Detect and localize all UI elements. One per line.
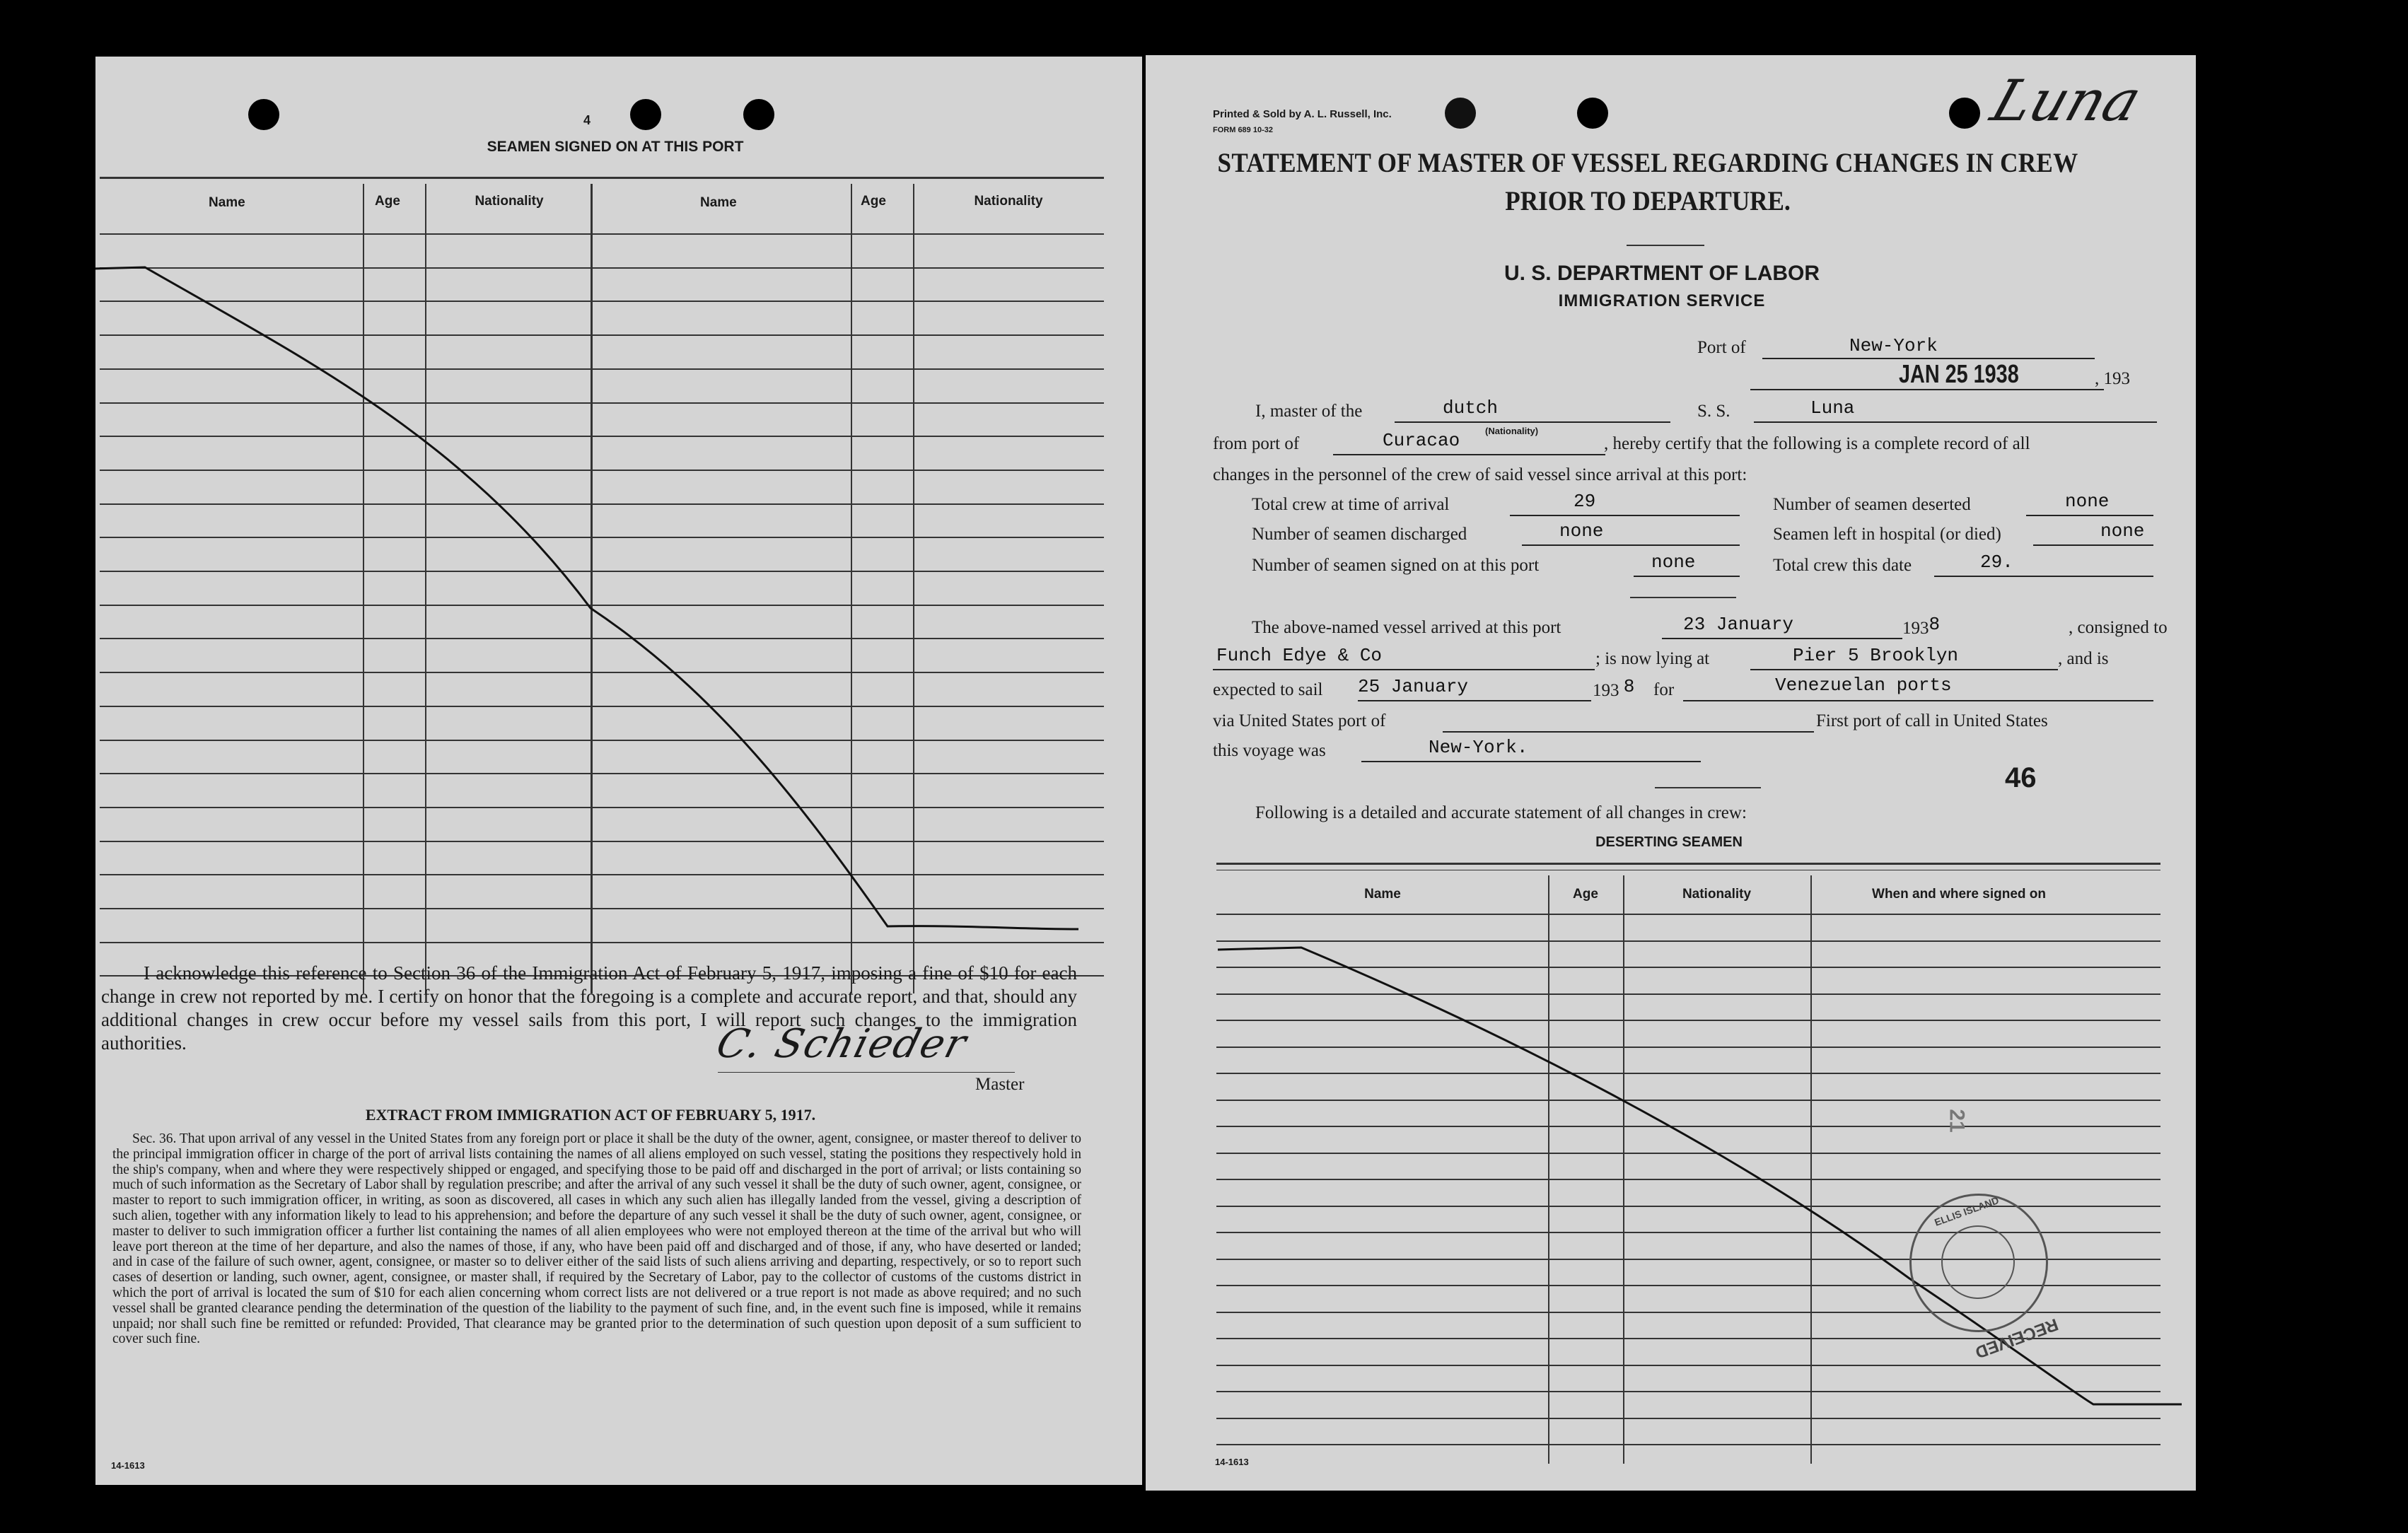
col-header-age: Age bbox=[1573, 887, 1598, 902]
left-form-page bbox=[95, 57, 1142, 1485]
from-port-label: from port of bbox=[1213, 434, 1300, 453]
expected-label: expected to sail bbox=[1213, 680, 1323, 699]
port-of-value: New-York bbox=[1849, 335, 1938, 356]
acknowledgement-text: I acknowledge this reference to Section 36 of the Immigration Act of February 5, 1917, imposing a fine of $10 for each change in crew not reported by me. I certify on honor that the foregoing is a complete and accurate report, and that, should any additional changes in crew occur before my vessel sails from this port, I will report such changes to the immigration authorities. bbox=[101, 962, 1077, 1054]
arrived-year: 1938 bbox=[1902, 614, 1941, 638]
extract-title: EXTRACT FROM IMMIGRATION ACT OF FEBRUARY 5, 1917. bbox=[365, 1106, 816, 1124]
form-title: STATEMENT OF MASTER OF VESSEL REGARDING CHANGES IN CREW bbox=[1217, 148, 2078, 178]
right-form-page bbox=[1146, 55, 2196, 1491]
changes-text: changes in the personnel of the crew of said vessel since arrival at this port: bbox=[1213, 465, 1747, 484]
col-header-age: Age bbox=[375, 194, 400, 209]
discharged-value: none bbox=[1559, 520, 1604, 542]
form-number: FORM 689 10-32 bbox=[1213, 126, 1273, 134]
form-code: 14-1613 bbox=[111, 1460, 145, 1471]
lying-label: ; is now lying at bbox=[1595, 649, 1710, 668]
void-line bbox=[95, 57, 1142, 1004]
consigned-label: , consigned to bbox=[2069, 618, 2168, 637]
nationality-value: dutch bbox=[1443, 397, 1499, 419]
voyage-label: this voyage was bbox=[1213, 741, 1326, 760]
total-crew-date-label: Total crew this date bbox=[1773, 556, 1912, 575]
master-signature: C. Schieder bbox=[711, 1021, 972, 1067]
hospital-label: Seamen left in hospital (or died) bbox=[1773, 525, 2001, 544]
lying-value: Pier 5 Brooklyn bbox=[1793, 645, 1959, 666]
certify-text: , hereby certify that the following is a complete record of all bbox=[1604, 434, 2030, 453]
col-header-nationality: Nationality bbox=[974, 194, 1043, 209]
handwritten-vessel-name: Luna bbox=[1983, 68, 2149, 134]
signed-on-value: none bbox=[1651, 552, 1696, 573]
col-header-name: Name bbox=[1364, 887, 1401, 902]
arrived-value: 23 January bbox=[1683, 614, 1794, 635]
section-title: SEAMEN SIGNED ON AT THIS PORT bbox=[487, 139, 744, 155]
arrived-label: The above-named vessel arrived at this port bbox=[1252, 618, 1561, 637]
printer-line: Printed & Sold by A. L. Russell, Inc. bbox=[1213, 108, 1392, 120]
col-header-nationality: Nationality bbox=[475, 194, 544, 209]
service: IMMIGRATION SERVICE bbox=[1558, 291, 1766, 310]
ship-value: Luna bbox=[1810, 397, 1855, 419]
form-title-line2: PRIOR TO DEPARTURE. bbox=[1505, 186, 1791, 216]
ss-label: S. S. bbox=[1697, 402, 1731, 421]
destination-value: Venezuelan ports bbox=[1775, 675, 1952, 696]
date-stamp: JAN 25 1938 bbox=[1899, 359, 2019, 388]
master-label: Master bbox=[975, 1075, 1025, 1094]
signed-on-label: Number of seamen signed on at this port bbox=[1252, 556, 1540, 575]
discharged-label: Number of seamen discharged bbox=[1252, 525, 1467, 544]
page-count: 46 bbox=[2005, 762, 2037, 793]
department: U. S. DEPARTMENT OF LABOR bbox=[1503, 262, 1820, 285]
col-header-name: Name bbox=[700, 195, 737, 210]
page-number: 4 bbox=[583, 113, 591, 127]
col-header-nationality: Nationality bbox=[1682, 887, 1752, 902]
voyage-value: New-York. bbox=[1429, 737, 1528, 758]
first-port-label: First port of call in United States bbox=[1816, 711, 2048, 730]
nationality-caption: (Nationality) bbox=[1485, 426, 1539, 436]
consignee-value: Funch Edye & Co bbox=[1216, 645, 1383, 666]
deserted-value: none bbox=[2065, 491, 2110, 512]
total-crew-date-value: 29. bbox=[1980, 552, 2013, 573]
from-port-value: Curacao bbox=[1383, 430, 1460, 451]
for-label: for bbox=[1653, 680, 1675, 699]
deserting-title: DESERTING SEAMEN bbox=[1595, 834, 1743, 850]
via-label: via United States port of bbox=[1213, 711, 1386, 730]
master-of-label: I, master of the bbox=[1255, 402, 1363, 421]
following-text: Following is a detailed and accurate statement of all changes in crew: bbox=[1255, 803, 1747, 822]
form-code: 14-1613 bbox=[1215, 1457, 1249, 1467]
year-suffix: , 193 bbox=[2095, 369, 2130, 388]
expected-year: 193 8 bbox=[1593, 676, 1635, 700]
expected-value: 25 January bbox=[1358, 676, 1469, 697]
ellis-island-stamp: ELLIS ISLAND bbox=[1909, 1194, 2048, 1332]
col-header-name: Name bbox=[209, 195, 245, 210]
total-crew-arrival-value: 29 bbox=[1574, 491, 1596, 512]
port-of-label: Port of bbox=[1697, 338, 1746, 357]
total-crew-arrival-label: Total crew at time of arrival bbox=[1252, 495, 1450, 514]
extract-text: Sec. 36. That upon arrival of any vessel in the United States from any foreign port or place it shall be the duty of the owner, agent, consignee, or master thereof to deliver to the principal immigration officer in charge of the port of arrival lists containing the names of all aliens employed on such vessel, stating the positions they respectively hold in the ship's company, when and where they were respectively shipped or engaged, and specifying those to be paid off and discharged in the port of arrival; or lists containing so much of such information as the Secretary of Labor shall by regulation prescribe; and after the arrival of any such vessel it shall be the duty of such owner, agent, consignee, or master to report to such immigration officer, in writing, as soon as discovered, all cases in which any such alien has illegally landed from the vessel, giving a description of such alien, together with any information likely to lead to his apprehension; and before the departure of any such vessel it shall be the duty of such owner, agent, consignee, or master to deliver to such immigration officer a further list containing the names of all alien employees who were not employed thereon at the time of the arrival but who will leave port thereon at the time of her departure, and also the names of those, if any, who have been paid off and discharged and of those, if any, who have deserted or landed; and in case of the failure of such owner, agent, consignee, or master so to deliver either of the said lists of such aliens arriving and departing, respectively, or so to report such cases of desertion or landing, such owner, agent, consignee, or master shall, if required by the Secretary of Labor, pay to the collector of customs of the customs district in which the port of arrival is located the sum of $10 for each alien concerning whom correct lists are not delivered or a true report is not made as above required; and no such vessel shall be granted clearance pending the determination of the question of the liability to the payment of such fine, and, in the event such fine is imposed, while it remains unpaid; nor shall such fine be remitted or refunded: Provided, That clearance may be granted prior to the determination of such question upon deposit of a sum sufficient to cover such fine. bbox=[112, 1131, 1081, 1347]
and-is-label: , and is bbox=[2058, 649, 2109, 668]
col-header-when-where: When and where signed on bbox=[1872, 887, 2046, 902]
col-header-age: Age bbox=[861, 194, 886, 209]
stamp-received: RECEIVED bbox=[1972, 1314, 2061, 1363]
deserted-label: Number of seamen deserted bbox=[1773, 495, 1971, 514]
stamp-date: 21 bbox=[1945, 1109, 1969, 1133]
hospital-value: none bbox=[2100, 520, 2145, 542]
